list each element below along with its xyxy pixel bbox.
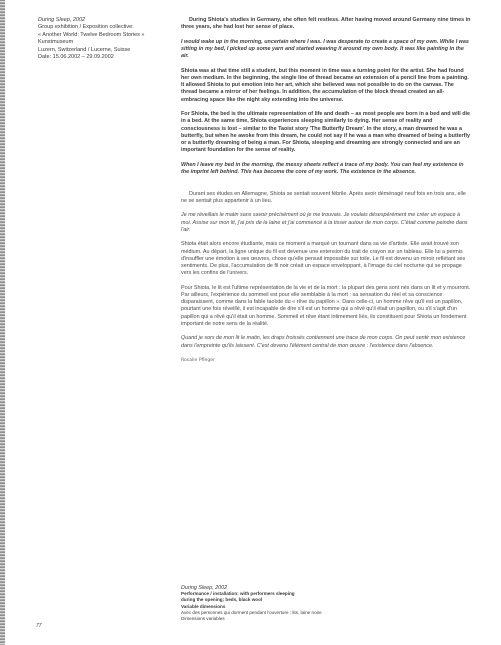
en-paragraph-2: Shiota was at that time still a student, but this moment in time was a turning point for the artist. She had found her own medium. In the beginning, the single line of thread became an extension of a pencil line from a painting. It allowed Shiota to put emotion into her art, which she believed was not possible to do on the canvas. The thread became a mirror of her feelings. In addition, the accumulation of the block thread created an all-embracing space like the night sky extending into the universe.	[181, 67, 469, 103]
en-paragraph-3: For Shiota, the bed is the ultimate representation of life and death – as most people are born in a bed and will die in a bed. At the same time, Shiota experiences sleeping similarly to dying. Her sense of reality and consciousness is lost – similar to the Taoist story 'The Butterfly Dream'. In the story, a man dreamed he was a butterfly, but when he awoke from this dream, he could not say if he was a man who dreamed of being a butterfly or a butterfly dreaming of being a man. For Shiota, sleeping and dreaming are strongly connected and are an important foundation for the sense of reality.	[181, 111, 471, 154]
en-quote-1: I would wake up in the morning, uncertain where I was. I was desperate to create a space of my own. While I was sitting in my bed, I picked up some yarn and started weaving it around my own body. It was like painting in the air.	[181, 38, 469, 60]
location: Luzern, Switzerland / Lucerne, Suisse	[38, 46, 131, 53]
fr-quote-1: Je me réveillais le matin sans savoir précisément où je me trouvais. Je voulais désespérément me créer un espace à moi. Assise sur mon lit, j'ai pris de la laine et j'ai commencé à la tisser autour de mon corps. C'était comme peindre dans l'air.	[181, 212, 468, 233]
work-title: During Sleep, 2002	[38, 17, 86, 23]
fr-quote-2: Quand je sors de mon lit le matin, les draps froissés contiennent une trace de mon corps. On peut sentir mon existence dans l'empreinte qu'ils laissent. C'est devenu l'élément central de mon œuvre : l'existence dans l'absence.	[181, 335, 466, 349]
exhibition-name: « Another World: Twelve Bedroom Stories »	[38, 31, 145, 38]
caption-line-fr: Avec des personnes qui dorment pendant l'ouverture ; lits, laine noire	[181, 609, 322, 615]
exhibition-info	[38, 17, 188, 61]
artwork-caption	[181, 585, 421, 622]
fr-paragraph-1: Durant ses études en Allemagne, Shiota se sentait souvent fébrile. Après avoir déménagé neuf fois en trois ans, elle ne se sentait plus appartenir à un lieu.	[181, 190, 466, 204]
fr-paragraph-3: Pour Shiota, le lit est l'ultime représentation de la vie et de la mort : la plupart des gens sont nés dans un lit et y mourront. Par ailleurs, l'expérience du sommeil est pour elle semblable à la mort : sa sensation du réel et sa conscience disparaissent, comme dans la fable taoïste du « rêve du papillon ». Dans celle-ci, un homme rêve qu'il est un papillon, pourtant une fois réveillé, il est incapable de dire s'il est un homme qui a rêvé qu'il était un papillon, ou s'il s'agit d'un papillon qui a rêvé qu'il était un homme. Sommeil et rêve étant intimement liés, ils constituent pour Shiota un fondement important de notre sens de la réalité.	[181, 284, 471, 327]
en-quote-2: When I leave my bed in the morning, the messy sheets reflect a trace of my body. You can feel my existence in the imprint left behind. This has become the core of my work. The existence in the absence.	[181, 161, 464, 176]
venue: Kunstmuseum	[38, 39, 74, 46]
caption-title: During Sleep, 2002	[181, 585, 228, 591]
author-signature: Rosalie Pfleger	[181, 358, 215, 364]
caption-line: during the opening; beds, black wool	[181, 597, 263, 603]
main-text	[181, 17, 471, 364]
caption-line-fr: Dimensions variables	[181, 616, 225, 622]
caption-line: Performance / installation: with performers sleeping	[181, 591, 295, 597]
fr-paragraph-2: Shiota était alors encore étudiante, mais ce moment a marqué un tournant dans sa vie d'artiste. Elle avait trouvé son médium. Au départ, la ligne unique du fil est devenue une extension du trait de crayon sur un tableau. Elle lui a permis d'insuffler une émotion à ses œuvres, chose qu'elle pensait impossible sur toile. Le fil est devenu un miroir reflétant ses sentiments. De plus, l'accumulation de fil noir créait un espace enveloppant, à l'image du ciel nocturne qui se propage vers les confins de l'univers.	[181, 241, 466, 277]
caption-line: Variable dimensions	[181, 603, 226, 609]
binding-edge	[0, 0, 5, 645]
exhibition-type: Group exhibition / Exposition collective:	[38, 24, 134, 31]
exhibition-date: Date: 15.06.2002 – 29.09.2002	[38, 54, 114, 61]
en-paragraph-1: During Shiota's studies in Germany, she often felt restless. After having moved around Germany nine times in three years, she had lost her sense of place.	[181, 17, 471, 31]
page-number: 77	[36, 623, 42, 629]
